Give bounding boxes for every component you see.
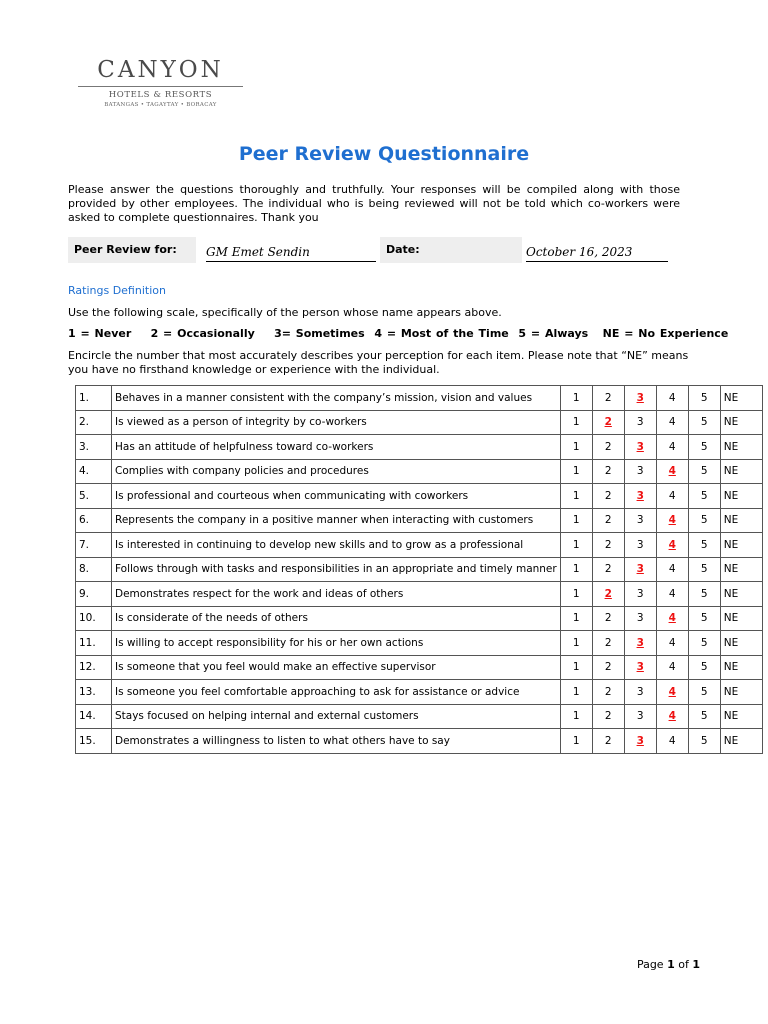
item-statement: Is someone that you feel would make an effective supervisor xyxy=(112,655,561,680)
rating-value: 4 xyxy=(668,514,676,527)
rating-value: NE xyxy=(723,538,739,551)
item-number: 15. xyxy=(76,729,112,754)
rating-value: 5 xyxy=(700,661,708,674)
rating-option-3-selected[interactable] xyxy=(624,631,656,656)
rating-option-ne[interactable] xyxy=(720,386,762,411)
rating-value: 1 xyxy=(572,563,580,576)
rating-value: 3 xyxy=(636,465,644,478)
item-number: 10. xyxy=(76,606,112,631)
rating-value: 5 xyxy=(700,440,708,453)
rating-value: 1 xyxy=(572,416,580,429)
rating-option-3-selected[interactable] xyxy=(624,557,656,582)
rating-value: 1 xyxy=(572,489,580,502)
table-row xyxy=(76,484,763,509)
rating-option-ne[interactable] xyxy=(720,459,762,484)
item-statement: Represents the company in a positive manner when interacting with customers xyxy=(112,508,561,533)
table-row xyxy=(76,410,763,435)
rating-option-4-selected[interactable] xyxy=(656,533,688,558)
rating-option-3[interactable] xyxy=(624,459,656,484)
item-number: 1. xyxy=(76,386,112,411)
rating-value: 2 xyxy=(604,465,612,478)
rating-option-5[interactable] xyxy=(688,557,720,582)
review-header xyxy=(68,237,680,263)
rating-option-3[interactable] xyxy=(624,533,656,558)
rating-value: 2 xyxy=(604,661,612,674)
rating-option-2[interactable] xyxy=(592,729,624,754)
rating-value: NE xyxy=(723,710,739,723)
rating-value: 1 xyxy=(572,587,580,600)
rating-value: 2 xyxy=(604,514,612,527)
rating-value: 5 xyxy=(700,465,708,478)
rating-value: NE xyxy=(723,685,739,698)
rating-option-1[interactable] xyxy=(560,631,592,656)
rating-value: 4 xyxy=(668,440,676,453)
table-row xyxy=(76,582,763,607)
rating-value: 5 xyxy=(700,563,708,576)
rating-option-3[interactable] xyxy=(624,704,656,729)
logo-locations: BATANGAS • TAGAYTAY • BORACAY xyxy=(104,102,217,108)
rating-option-4-selected[interactable] xyxy=(656,606,688,631)
rating-value: 1 xyxy=(572,661,580,674)
rating-value: 5 xyxy=(700,391,708,404)
rating-value: 1 xyxy=(572,538,580,551)
rating-option-3-selected[interactable] xyxy=(624,435,656,460)
rating-option-1[interactable] xyxy=(560,557,592,582)
rating-option-ne[interactable] xyxy=(720,680,762,705)
rating-value: NE xyxy=(723,661,739,674)
rating-value: NE xyxy=(723,587,739,600)
rating-value: 5 xyxy=(700,489,708,502)
rating-option-3[interactable] xyxy=(624,606,656,631)
rating-value: 4 xyxy=(668,685,676,698)
rating-option-4-selected[interactable] xyxy=(656,459,688,484)
rating-option-4[interactable] xyxy=(656,557,688,582)
item-statement: Demonstrates respect for the work and ideas of others xyxy=(112,582,561,607)
rating-option-5[interactable] xyxy=(688,631,720,656)
item-number: 11. xyxy=(76,631,112,656)
rating-value: 3 xyxy=(636,587,644,600)
rating-value: NE xyxy=(723,734,739,747)
company-logo xyxy=(78,56,243,110)
rating-value: 4 xyxy=(668,636,676,649)
rating-option-2[interactable] xyxy=(592,484,624,509)
rating-option-2[interactable] xyxy=(592,655,624,680)
rating-value: 4 xyxy=(668,465,676,478)
rating-option-5[interactable] xyxy=(688,606,720,631)
rating-value: NE xyxy=(723,563,739,576)
rating-value: 3 xyxy=(636,661,644,674)
rating-value: NE xyxy=(723,636,739,649)
rating-value: 2 xyxy=(604,612,612,625)
rating-option-3-selected[interactable] xyxy=(624,655,656,680)
rating-value: 3 xyxy=(636,710,644,723)
table-row xyxy=(76,729,763,754)
rating-option-5[interactable] xyxy=(688,386,720,411)
rating-option-2-selected[interactable] xyxy=(592,410,624,435)
table-row xyxy=(76,557,763,582)
rating-value: 4 xyxy=(668,661,676,674)
rating-option-2[interactable] xyxy=(592,508,624,533)
item-statement: Is someone you feel comfortable approaching to ask for assistance or advice xyxy=(112,680,561,705)
rating-option-2[interactable] xyxy=(592,533,624,558)
rating-option-1[interactable] xyxy=(560,680,592,705)
rating-option-ne[interactable] xyxy=(720,631,762,656)
rating-option-2[interactable] xyxy=(592,606,624,631)
rating-value: 1 xyxy=(572,636,580,649)
item-statement: Stays focused on helping internal and external customers xyxy=(112,704,561,729)
rating-value: 5 xyxy=(700,587,708,600)
rating-option-5[interactable] xyxy=(688,704,720,729)
rating-option-ne[interactable] xyxy=(720,557,762,582)
rating-option-1[interactable] xyxy=(560,459,592,484)
rating-option-4[interactable] xyxy=(656,729,688,754)
item-statement: Complies with company policies and procedures xyxy=(112,459,561,484)
rating-value: 4 xyxy=(668,391,676,404)
rating-option-5[interactable] xyxy=(688,582,720,607)
item-statement: Behaves in a manner consistent with the company’s mission, vision and values xyxy=(112,386,561,411)
ratings-definition-heading: Ratings Definition xyxy=(68,284,166,297)
table-row xyxy=(76,631,763,656)
rating-option-2[interactable] xyxy=(592,704,624,729)
date-field[interactable]: October 16, 2023 xyxy=(526,243,668,262)
rating-value: 3 xyxy=(636,538,644,551)
rating-value: 2 xyxy=(604,416,612,429)
rating-option-5[interactable] xyxy=(688,533,720,558)
rating-option-1[interactable] xyxy=(560,704,592,729)
rating-value: 5 xyxy=(700,612,708,625)
rating-value: 3 xyxy=(636,734,644,747)
rating-value: 2 xyxy=(604,636,612,649)
rating-option-2[interactable] xyxy=(592,680,624,705)
table-row xyxy=(76,386,763,411)
scale-instructions: Use the following scale, specifically of the person whose name appears above. xyxy=(68,306,502,319)
rating-value: 1 xyxy=(572,465,580,478)
rating-value: 1 xyxy=(572,440,580,453)
item-statement: Has an attitude of helpfulness toward co-workers xyxy=(112,435,561,460)
rating-value: 3 xyxy=(636,563,644,576)
rating-value: 3 xyxy=(636,514,644,527)
rating-value: 2 xyxy=(604,391,612,404)
rating-value: 3 xyxy=(636,391,644,404)
table-row xyxy=(76,435,763,460)
rating-value: 5 xyxy=(700,538,708,551)
rating-option-ne[interactable] xyxy=(720,508,762,533)
rating-value: NE xyxy=(723,514,739,527)
rating-option-2[interactable] xyxy=(592,386,624,411)
item-statement: Is professional and courteous when communicating with coworkers xyxy=(112,484,561,509)
rating-option-ne[interactable] xyxy=(720,533,762,558)
rating-option-ne[interactable] xyxy=(720,410,762,435)
rating-value: 2 xyxy=(604,587,612,600)
item-number: 6. xyxy=(76,508,112,533)
rating-option-3-selected[interactable] xyxy=(624,729,656,754)
rating-option-2[interactable] xyxy=(592,459,624,484)
item-number: 8. xyxy=(76,557,112,582)
rating-value: 4 xyxy=(668,587,676,600)
rating-option-5[interactable] xyxy=(688,459,720,484)
rating-option-5[interactable] xyxy=(688,655,720,680)
item-number: 13. xyxy=(76,680,112,705)
table-row xyxy=(76,606,763,631)
logo-divider xyxy=(78,86,243,87)
item-statement: Is willing to accept responsibility for his or her own actions xyxy=(112,631,561,656)
rating-value: 3 xyxy=(636,489,644,502)
item-number: 7. xyxy=(76,533,112,558)
item-number: 12. xyxy=(76,655,112,680)
item-number: 5. xyxy=(76,484,112,509)
page-current: 1 xyxy=(667,958,675,971)
rating-option-1[interactable] xyxy=(560,386,592,411)
rating-option-2[interactable] xyxy=(592,631,624,656)
rating-value: 3 xyxy=(636,612,644,625)
rating-value: 1 xyxy=(572,514,580,527)
rating-option-3-selected[interactable] xyxy=(624,484,656,509)
rating-option-ne[interactable] xyxy=(720,582,762,607)
rating-value: 2 xyxy=(604,563,612,576)
rating-option-1[interactable] xyxy=(560,410,592,435)
rating-value: 2 xyxy=(604,440,612,453)
item-statement: Is considerate of the needs of others xyxy=(112,606,561,631)
peer-review-for-label: Peer Review for: xyxy=(68,237,196,263)
date-label: Date: xyxy=(380,237,522,263)
item-number: 2. xyxy=(76,410,112,435)
logo-subtitle: HOTELS & RESORTS xyxy=(108,90,213,100)
rating-value: 4 xyxy=(668,538,676,551)
table-row xyxy=(76,508,763,533)
rating-option-1[interactable] xyxy=(560,582,592,607)
table-row xyxy=(76,533,763,558)
table-row xyxy=(76,680,763,705)
rating-option-ne[interactable] xyxy=(720,435,762,460)
encircle-instructions: Encircle the number that most accurately describes your perception for each item. Please note that “NE” means you have no firsthand knowledge or experience with the individual. xyxy=(68,349,689,376)
rating-option-5[interactable] xyxy=(688,484,720,509)
scale-legend: 1 = Never 2 = Occasionally 3= Sometimes 4 = Most of the Time 5 = Always NE = No Experience xyxy=(68,327,729,340)
rating-option-3[interactable] xyxy=(624,508,656,533)
rating-value: 3 xyxy=(636,636,644,649)
rating-option-4[interactable] xyxy=(656,484,688,509)
rating-value: 5 xyxy=(700,514,708,527)
rating-option-4[interactable] xyxy=(656,435,688,460)
rating-option-2[interactable] xyxy=(592,435,624,460)
rating-value: 3 xyxy=(636,685,644,698)
rating-option-4-selected[interactable] xyxy=(656,680,688,705)
rating-value: 2 xyxy=(604,489,612,502)
item-statement: Is viewed as a person of integrity by co-workers xyxy=(112,410,561,435)
rating-option-2[interactable] xyxy=(592,557,624,582)
intro-paragraph: Please answer the questions thoroughly and truthfully. Your responses will be compiled along with those provided by other employees. The individual who is being reviewed will not be told which co-workers were asked to complete questionnaires. Thank you xyxy=(68,183,680,225)
rating-option-4[interactable] xyxy=(656,631,688,656)
rating-value: 3 xyxy=(636,440,644,453)
rating-option-5[interactable] xyxy=(688,435,720,460)
rating-option-1[interactable] xyxy=(560,606,592,631)
rating-option-5[interactable] xyxy=(688,680,720,705)
table-row xyxy=(76,655,763,680)
rating-value: 1 xyxy=(572,391,580,404)
rating-value: 1 xyxy=(572,685,580,698)
rating-value: NE xyxy=(723,440,739,453)
rating-option-3-selected[interactable] xyxy=(624,386,656,411)
page-title: Peer Review Questionnaire xyxy=(238,143,530,165)
rating-value: 2 xyxy=(604,734,612,747)
rating-option-4[interactable] xyxy=(656,655,688,680)
rating-option-4-selected[interactable] xyxy=(656,508,688,533)
rating-option-ne[interactable] xyxy=(720,606,762,631)
rating-option-ne[interactable] xyxy=(720,729,762,754)
item-number: 3. xyxy=(76,435,112,460)
rating-value: NE xyxy=(723,465,739,478)
logo-name: CANYON xyxy=(97,57,224,83)
table-row xyxy=(76,459,763,484)
item-statement: Demonstrates a willingness to listen to what others have to say xyxy=(112,729,561,754)
rating-value: 4 xyxy=(668,416,676,429)
rating-value: 5 xyxy=(700,710,708,723)
rating-value: 5 xyxy=(700,685,708,698)
table-row xyxy=(76,704,763,729)
rating-option-5[interactable] xyxy=(688,508,720,533)
item-statement: Follows through with tasks and responsibilities in an appropriate and timely manner xyxy=(112,557,561,582)
rating-option-1[interactable] xyxy=(560,533,592,558)
rating-value: 4 xyxy=(668,710,676,723)
rating-option-1[interactable] xyxy=(560,435,592,460)
rating-option-4[interactable] xyxy=(656,410,688,435)
rating-value: 3 xyxy=(636,416,644,429)
page-total: 1 xyxy=(692,958,700,971)
rating-value: 4 xyxy=(668,612,676,625)
rating-option-4[interactable] xyxy=(656,386,688,411)
rating-value: 5 xyxy=(700,416,708,429)
rating-value: NE xyxy=(723,416,739,429)
rating-value: 1 xyxy=(572,710,580,723)
rating-option-3[interactable] xyxy=(624,680,656,705)
item-number: 4. xyxy=(76,459,112,484)
rating-option-ne[interactable] xyxy=(720,484,762,509)
item-number: 14. xyxy=(76,704,112,729)
rating-value: 2 xyxy=(604,685,612,698)
rating-value: 4 xyxy=(668,563,676,576)
questionnaire-table xyxy=(75,385,763,754)
item-statement: Is interested in continuing to develop new skills and to grow as a professional xyxy=(112,533,561,558)
rating-value: NE xyxy=(723,391,739,404)
rating-option-2-selected[interactable] xyxy=(592,582,624,607)
rating-option-ne[interactable] xyxy=(720,704,762,729)
rating-value: NE xyxy=(723,489,739,502)
reviewee-name-field[interactable]: GM Emet Sendin xyxy=(206,243,376,262)
rating-value: 5 xyxy=(700,636,708,649)
rating-option-1[interactable] xyxy=(560,729,592,754)
page-label: Page xyxy=(636,958,664,971)
rating-option-5[interactable] xyxy=(688,729,720,754)
rating-option-5[interactable] xyxy=(688,410,720,435)
rating-option-4-selected[interactable] xyxy=(656,704,688,729)
rating-value: 1 xyxy=(572,734,580,747)
rating-option-1[interactable] xyxy=(560,655,592,680)
rating-option-3[interactable] xyxy=(624,410,656,435)
rating-option-4[interactable] xyxy=(656,582,688,607)
rating-value: NE xyxy=(723,612,739,625)
rating-option-1[interactable] xyxy=(560,484,592,509)
rating-value: 1 xyxy=(572,612,580,625)
rating-value: 5 xyxy=(700,734,708,747)
rating-value: 4 xyxy=(668,489,676,502)
rating-option-1[interactable] xyxy=(560,508,592,533)
rating-option-ne[interactable] xyxy=(720,655,762,680)
rating-value: 4 xyxy=(668,734,676,747)
item-number: 9. xyxy=(76,582,112,607)
page-number xyxy=(637,958,700,971)
rating-option-3[interactable] xyxy=(624,582,656,607)
rating-value: 2 xyxy=(604,538,612,551)
page-of: of xyxy=(678,958,689,971)
rating-value: 2 xyxy=(604,710,612,723)
